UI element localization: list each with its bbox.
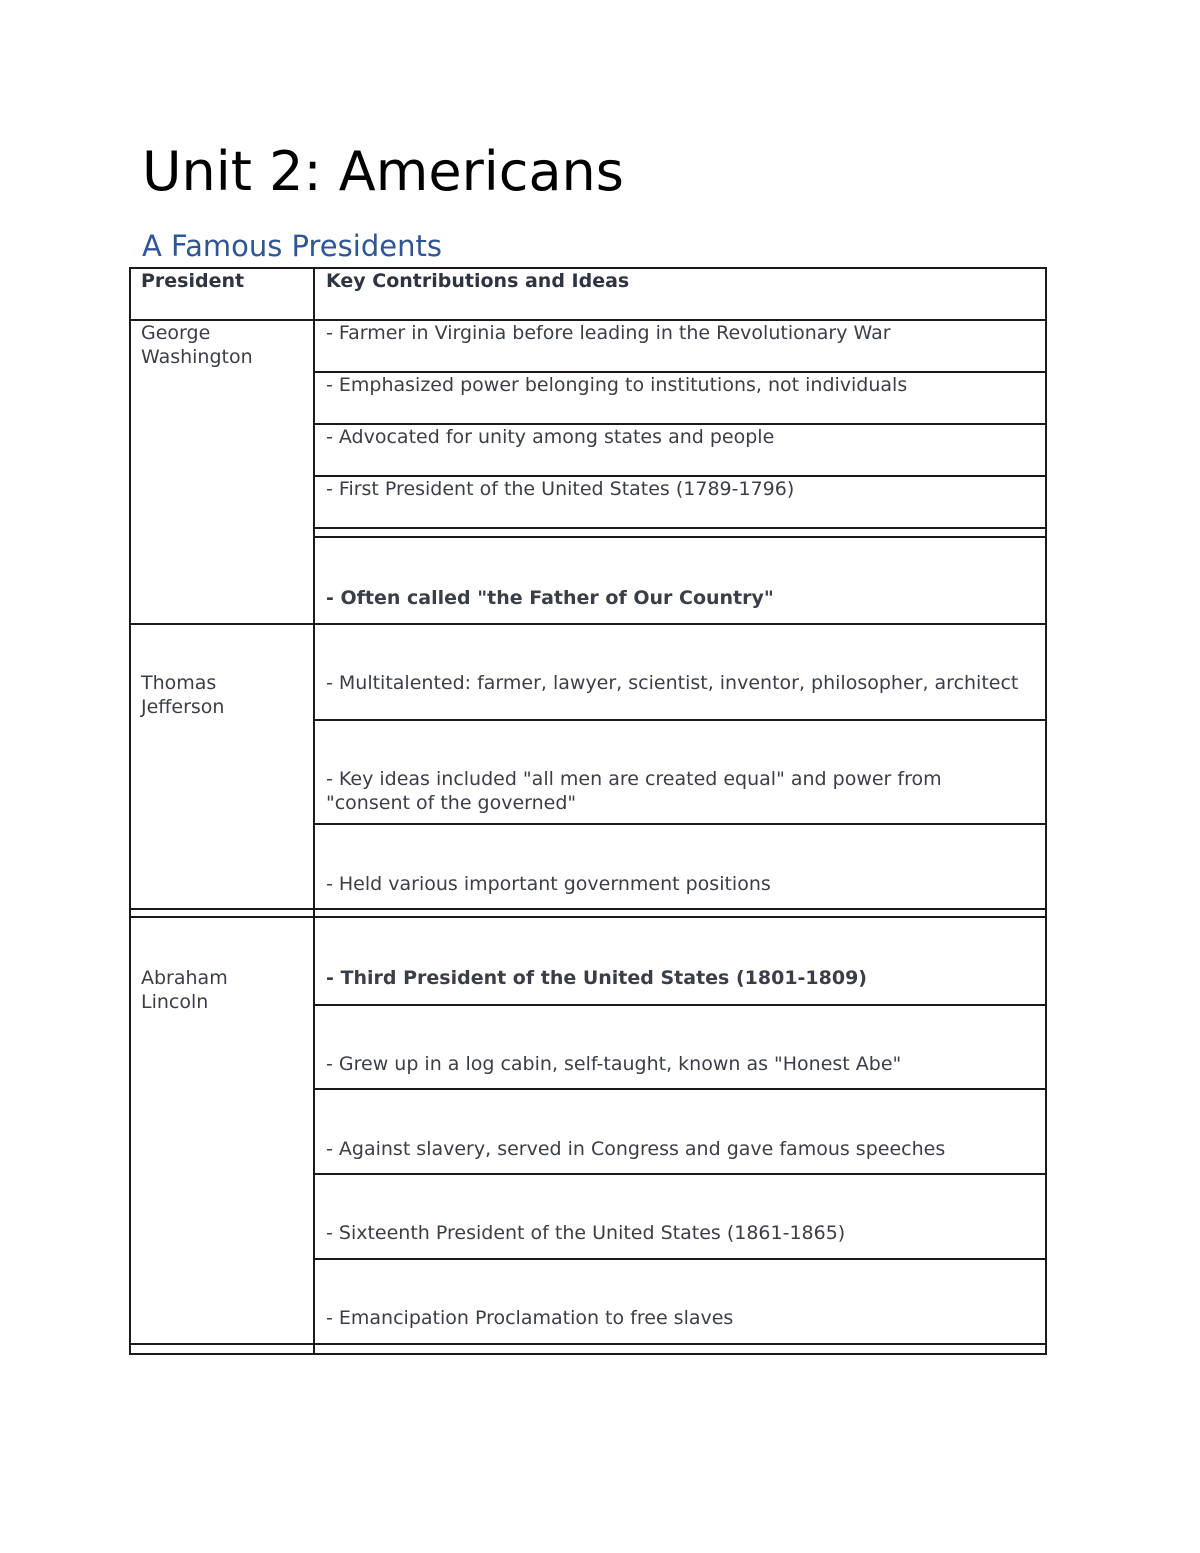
page-title: Unit 2: Americans [142,140,624,203]
contribution-item: - Sixteenth President of the United States (1861-1865) [326,1222,846,1244]
item-rule [313,1004,1047,1006]
president-name-washington: George Washington [141,322,253,368]
president-name-lincoln: Abraham Lincoln [141,967,228,1013]
contribution-item: - Against slavery, served in Congress and gave famous speeches [326,1138,946,1160]
header-contributions: Key Contributions and Ideas [326,270,630,292]
item-rule [313,1088,1047,1090]
item-rule [313,1173,1047,1175]
table-rule-row [129,916,1047,918]
table-rule-row [129,623,1047,625]
section-heading: A Famous Presidents [142,229,442,263]
contribution-item: - Third President of the United States (1801-1809) [326,967,867,989]
item-rule [313,1258,1047,1260]
presidents-table [129,267,1047,1355]
item-rule [313,536,1047,538]
contribution-item: - Held various important government positions [326,873,771,895]
contribution-item: - Key ideas included "all men are created equal" and power from "consent of the governed" [326,768,942,814]
contribution-item: - Multitalented: farmer, lawyer, scientist, inventor, philosopher, architect [326,672,1019,694]
table-rule-row [129,908,1047,910]
contribution-item: - Emphasized power belonging to institutions, not individuals [326,374,908,396]
president-name-jefferson: Thomas Jefferson [141,672,225,718]
contribution-item: - First President of the United States (1789-1796) [326,478,795,500]
contribution-item: - Grew up in a log cabin, self-taught, known as "Honest Abe" [326,1053,902,1075]
contribution-item: - Farmer in Virginia before leading in the Revolutionary War [326,322,891,344]
item-rule [313,719,1047,721]
contribution-item: - Advocated for unity among states and people [326,426,775,448]
table-border-divider [313,267,315,1355]
contribution-item: - Often called "the Father of Our Country" [326,587,774,609]
table-rule-row [129,1343,1047,1345]
table-border-right [1045,267,1047,1355]
table-border-bottom [129,1353,1047,1355]
item-rule [313,823,1047,825]
header-president: President [141,270,245,292]
item-rule [313,527,1047,529]
table-border-left [129,267,131,1355]
contribution-item: - Emancipation Proclamation to free slaves [326,1307,734,1329]
